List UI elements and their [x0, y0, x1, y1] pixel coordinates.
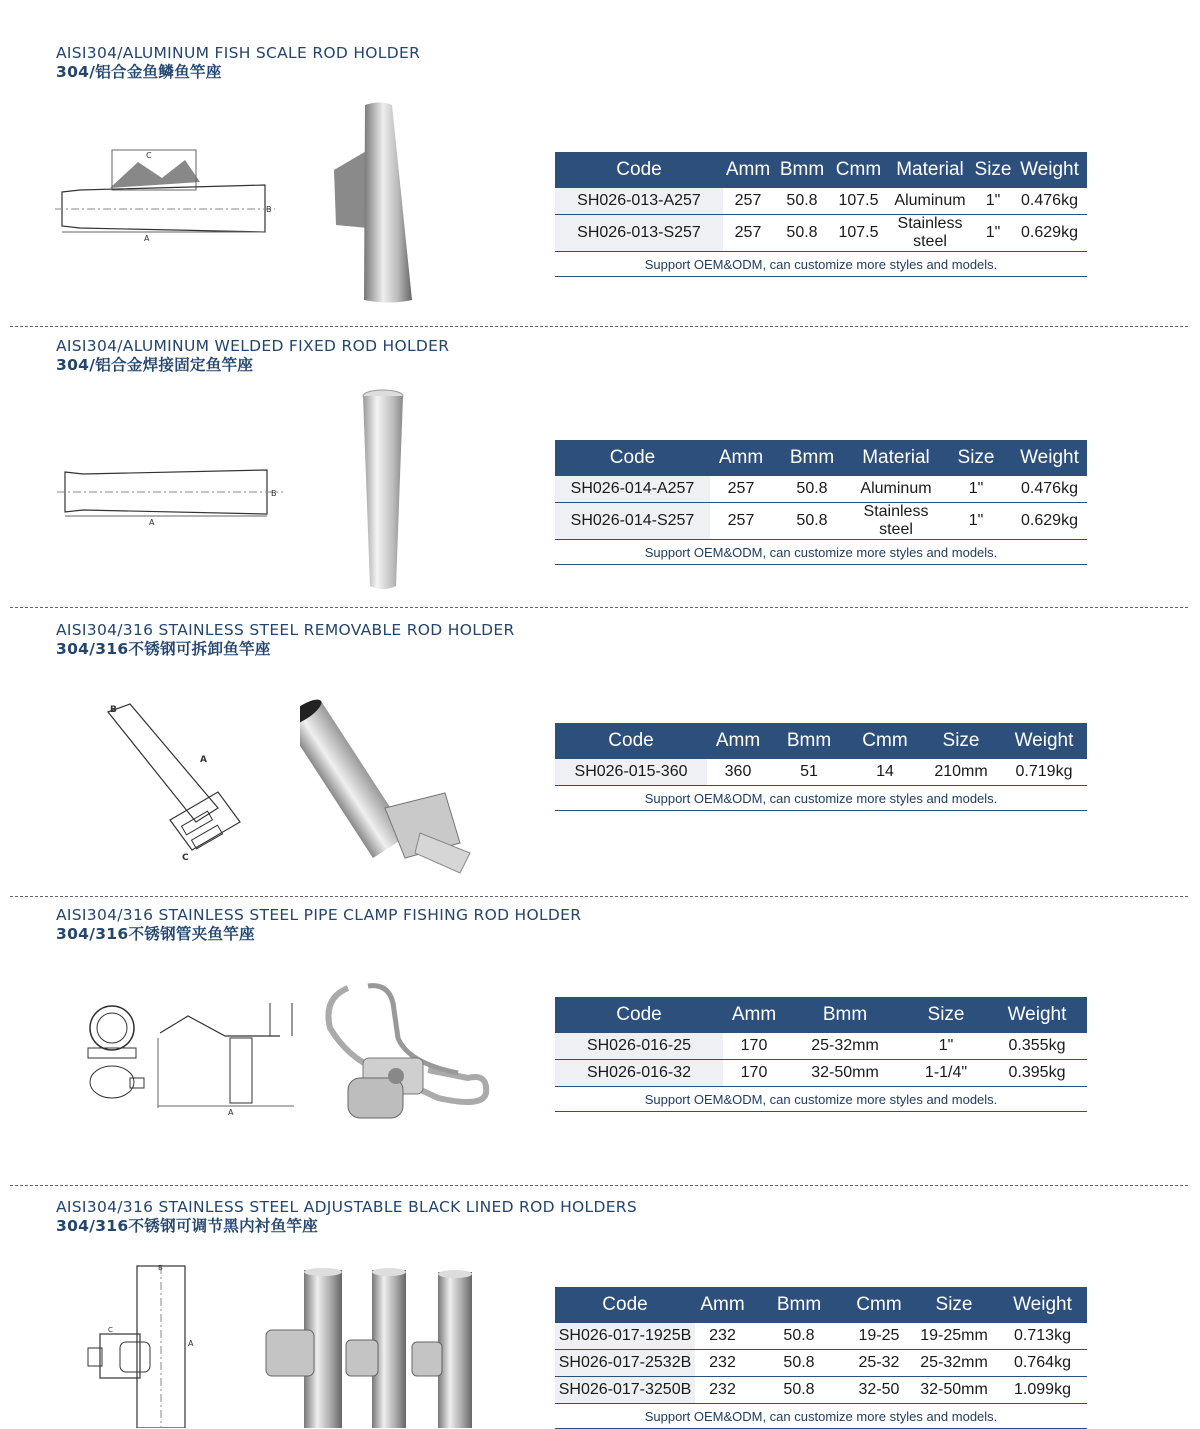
section-divider: [10, 326, 1188, 327]
col-code: Code: [555, 1287, 695, 1323]
col-weight: Weight: [998, 1287, 1087, 1323]
section-5-title-cn: 304/316不锈钢可调节黑内衬鱼竿座: [56, 1217, 319, 1235]
section-3-dim-a: A: [200, 755, 207, 765]
cell-amm: 232: [695, 1323, 750, 1350]
section-1-title-cn: 304/铝合金鱼鳞鱼竿座: [56, 63, 222, 81]
section-4-title: [56, 906, 581, 944]
section-3-table: [555, 723, 1087, 811]
cell-amm: 232: [695, 1377, 750, 1404]
col-amm: Amm: [710, 440, 772, 476]
section-1-dim-b: B: [266, 205, 272, 214]
col-size: Size: [940, 440, 1012, 476]
section-5-table: [555, 1287, 1087, 1429]
section-4-dim-a: A: [228, 1108, 234, 1117]
section-1-table: [555, 152, 1087, 277]
cell-amm: 257: [723, 215, 773, 252]
cell-code: SH026-013-A257: [555, 188, 723, 215]
section-5-drawing: [82, 1262, 212, 1428]
section-2-dim-b: B: [271, 489, 277, 498]
col-code: Code: [555, 152, 723, 188]
col-cmm: Cmm: [831, 152, 886, 188]
cell-weight: 0.629kg: [1012, 215, 1087, 252]
col-cmm: Cmm: [848, 1287, 910, 1323]
cell-code: SH026-016-25: [555, 1033, 723, 1060]
section-2-title-en: AISI304/ALUMINUM WELDED FIXED ROD HOLDER: [56, 337, 450, 355]
col-bmm: Bmm: [773, 152, 831, 188]
table-row: [555, 1033, 1087, 1060]
cell-material: Aluminum: [852, 476, 940, 503]
cell-weight: 0.355kg: [987, 1033, 1087, 1060]
col-amm: Amm: [723, 152, 773, 188]
cell-bmm: 50.8: [773, 215, 831, 252]
cell-size: 19-25mm: [910, 1323, 998, 1350]
section-5-dim-b: B: [158, 1264, 163, 1272]
section-1-drawing: [50, 140, 290, 250]
col-cmm: Cmm: [849, 723, 921, 759]
cell-size: 210mm: [921, 759, 1001, 786]
table-row: [555, 1323, 1087, 1350]
cell-bmm: 50.8: [750, 1323, 848, 1350]
col-bmm: Bmm: [750, 1287, 848, 1323]
cell-bmm: 50.8: [772, 476, 852, 503]
section-4-title-cn: 304/316不锈钢管夹鱼竿座: [56, 925, 255, 943]
cell-code: SH026-015-360: [555, 759, 707, 786]
cell-bmm: 32-50mm: [785, 1060, 905, 1087]
cell-weight: 0.629kg: [1012, 503, 1087, 540]
section-4-table: [555, 997, 1087, 1112]
col-code: Code: [555, 440, 710, 476]
cell-code: SH026-016-32: [555, 1060, 723, 1087]
section-5-title-en: AISI304/316 STAINLESS STEEL ADJUSTABLE BLACK LINED ROD HOLDERS: [56, 1198, 638, 1216]
section-3-dim-b: B: [110, 705, 117, 715]
col-code: Code: [555, 723, 707, 759]
section-1-dim-a: A: [144, 234, 150, 243]
cell-weight: 0.764kg: [998, 1350, 1087, 1377]
col-material: Material: [852, 440, 940, 476]
table-row: [555, 1060, 1087, 1087]
section-divider: [10, 1185, 1188, 1186]
cell-cmm: 25-32: [848, 1350, 910, 1377]
col-amm: Amm: [707, 723, 769, 759]
cell-code: SH026-013-S257: [555, 215, 723, 252]
cell-code: SH026-014-A257: [555, 476, 710, 503]
support-note: Support OEM&ODM, can customize more styles and models.: [555, 786, 1087, 811]
table-row: [555, 215, 1087, 252]
cell-weight: 0.395kg: [987, 1060, 1087, 1087]
cell-bmm: 51: [769, 759, 849, 786]
cell-weight: 0.476kg: [1012, 476, 1087, 503]
cell-material: Stainless steel: [886, 215, 974, 252]
cell-amm: 257: [723, 188, 773, 215]
cell-size: 25-32mm: [910, 1350, 998, 1377]
cell-weight: 0.719kg: [1001, 759, 1087, 786]
section-5-dim-c: C: [108, 1326, 113, 1334]
section-1-title: [56, 44, 420, 82]
col-amm: Amm: [695, 1287, 750, 1323]
col-amm: Amm: [723, 997, 785, 1033]
cell-code: SH026-014-S257: [555, 503, 710, 540]
section-5-dim-a: A: [188, 1339, 194, 1348]
section-divider: [10, 896, 1188, 897]
table-row: [555, 188, 1087, 215]
cell-weight: 0.713kg: [998, 1323, 1087, 1350]
table-row: [555, 1350, 1087, 1377]
section-4-title-en: AISI304/316 STAINLESS STEEL PIPE CLAMP FISHING ROD HOLDER: [56, 906, 582, 924]
cell-weight: 0.476kg: [1012, 188, 1087, 215]
cell-size: 1": [940, 503, 1012, 540]
col-size: Size: [910, 1287, 998, 1323]
table-row: [555, 476, 1087, 503]
cell-size: 1": [905, 1033, 987, 1060]
section-divider: [10, 607, 1188, 608]
cell-bmm: 25-32mm: [785, 1033, 905, 1060]
cell-amm: 257: [710, 503, 772, 540]
cell-weight: 1.099kg: [998, 1377, 1087, 1404]
section-4-drawing: [80, 998, 300, 1118]
col-code: Code: [555, 997, 723, 1033]
section-2-title-cn: 304/铝合金焊接固定鱼竿座: [56, 356, 254, 374]
cell-amm: 360: [707, 759, 769, 786]
cell-code: SH026-017-1925B: [555, 1323, 695, 1350]
section-1-title-en: AISI304/ALUMINUM FISH SCALE ROD HOLDER: [56, 44, 421, 62]
col-weight: Weight: [987, 997, 1087, 1033]
cell-amm: 170: [723, 1060, 785, 1087]
cell-bmm: 50.8: [750, 1350, 848, 1377]
col-size: Size: [921, 723, 1001, 759]
cell-size: 1": [974, 188, 1012, 215]
section-4-photo: [318, 978, 493, 1143]
support-note: Support OEM&ODM, can customize more styles and models.: [555, 1404, 1087, 1429]
col-size: Size: [974, 152, 1012, 188]
section-2-drawing: [55, 462, 290, 532]
support-note: Support OEM&ODM, can customize more styles and models.: [555, 540, 1087, 565]
cell-amm: 257: [710, 476, 772, 503]
table-row: [555, 759, 1087, 786]
section-1-photo: [332, 100, 422, 305]
cell-cmm: 32-50: [848, 1377, 910, 1404]
cell-amm: 232: [695, 1350, 750, 1377]
section-3-dim-c: C: [182, 853, 189, 863]
section-2-table: [555, 440, 1087, 565]
cell-code: SH026-017-2532B: [555, 1350, 695, 1377]
section-5-photo: [262, 1268, 482, 1428]
section-5-title: [56, 1198, 637, 1236]
section-2-title: [56, 337, 449, 375]
cell-size: 1": [940, 476, 1012, 503]
col-material: Material: [886, 152, 974, 188]
section-2-dim-a: A: [149, 518, 155, 527]
cell-code: SH026-017-3250B: [555, 1377, 695, 1404]
cell-bmm: 50.8: [772, 503, 852, 540]
section-3-title: [56, 621, 515, 659]
section-3-title-en: AISI304/316 STAINLESS STEEL REMOVABLE ROD HOLDER: [56, 621, 515, 639]
section-2-photo: [358, 388, 408, 593]
cell-cmm: 107.5: [831, 215, 886, 252]
cell-size: 1": [974, 215, 1012, 252]
col-size: Size: [905, 997, 987, 1033]
table-row: [555, 503, 1087, 540]
section-3-drawing: [100, 700, 270, 870]
section-1-dim-c: C: [146, 151, 152, 160]
cell-cmm: 14: [849, 759, 921, 786]
support-note: Support OEM&ODM, can customize more styles and models.: [555, 252, 1087, 277]
support-note: Support OEM&ODM, can customize more styles and models.: [555, 1087, 1087, 1112]
cell-bmm: 50.8: [750, 1377, 848, 1404]
col-weight: Weight: [1012, 440, 1087, 476]
cell-material: Stainless steel: [852, 503, 940, 540]
col-bmm: Bmm: [772, 440, 852, 476]
cell-cmm: 19-25: [848, 1323, 910, 1350]
col-weight: Weight: [1012, 152, 1087, 188]
cell-material: Aluminum: [886, 188, 974, 215]
section-3-title-cn: 304/316不锈钢可拆卸鱼竿座: [56, 640, 271, 658]
col-weight: Weight: [1001, 723, 1087, 759]
cell-amm: 170: [723, 1033, 785, 1060]
col-bmm: Bmm: [785, 997, 905, 1033]
table-row: [555, 1377, 1087, 1404]
cell-size: 1-1/4": [905, 1060, 987, 1087]
section-3-photo: [300, 683, 480, 878]
cell-cmm: 107.5: [831, 188, 886, 215]
cell-bmm: 50.8: [773, 188, 831, 215]
cell-size: 32-50mm: [910, 1377, 998, 1404]
col-bmm: Bmm: [769, 723, 849, 759]
